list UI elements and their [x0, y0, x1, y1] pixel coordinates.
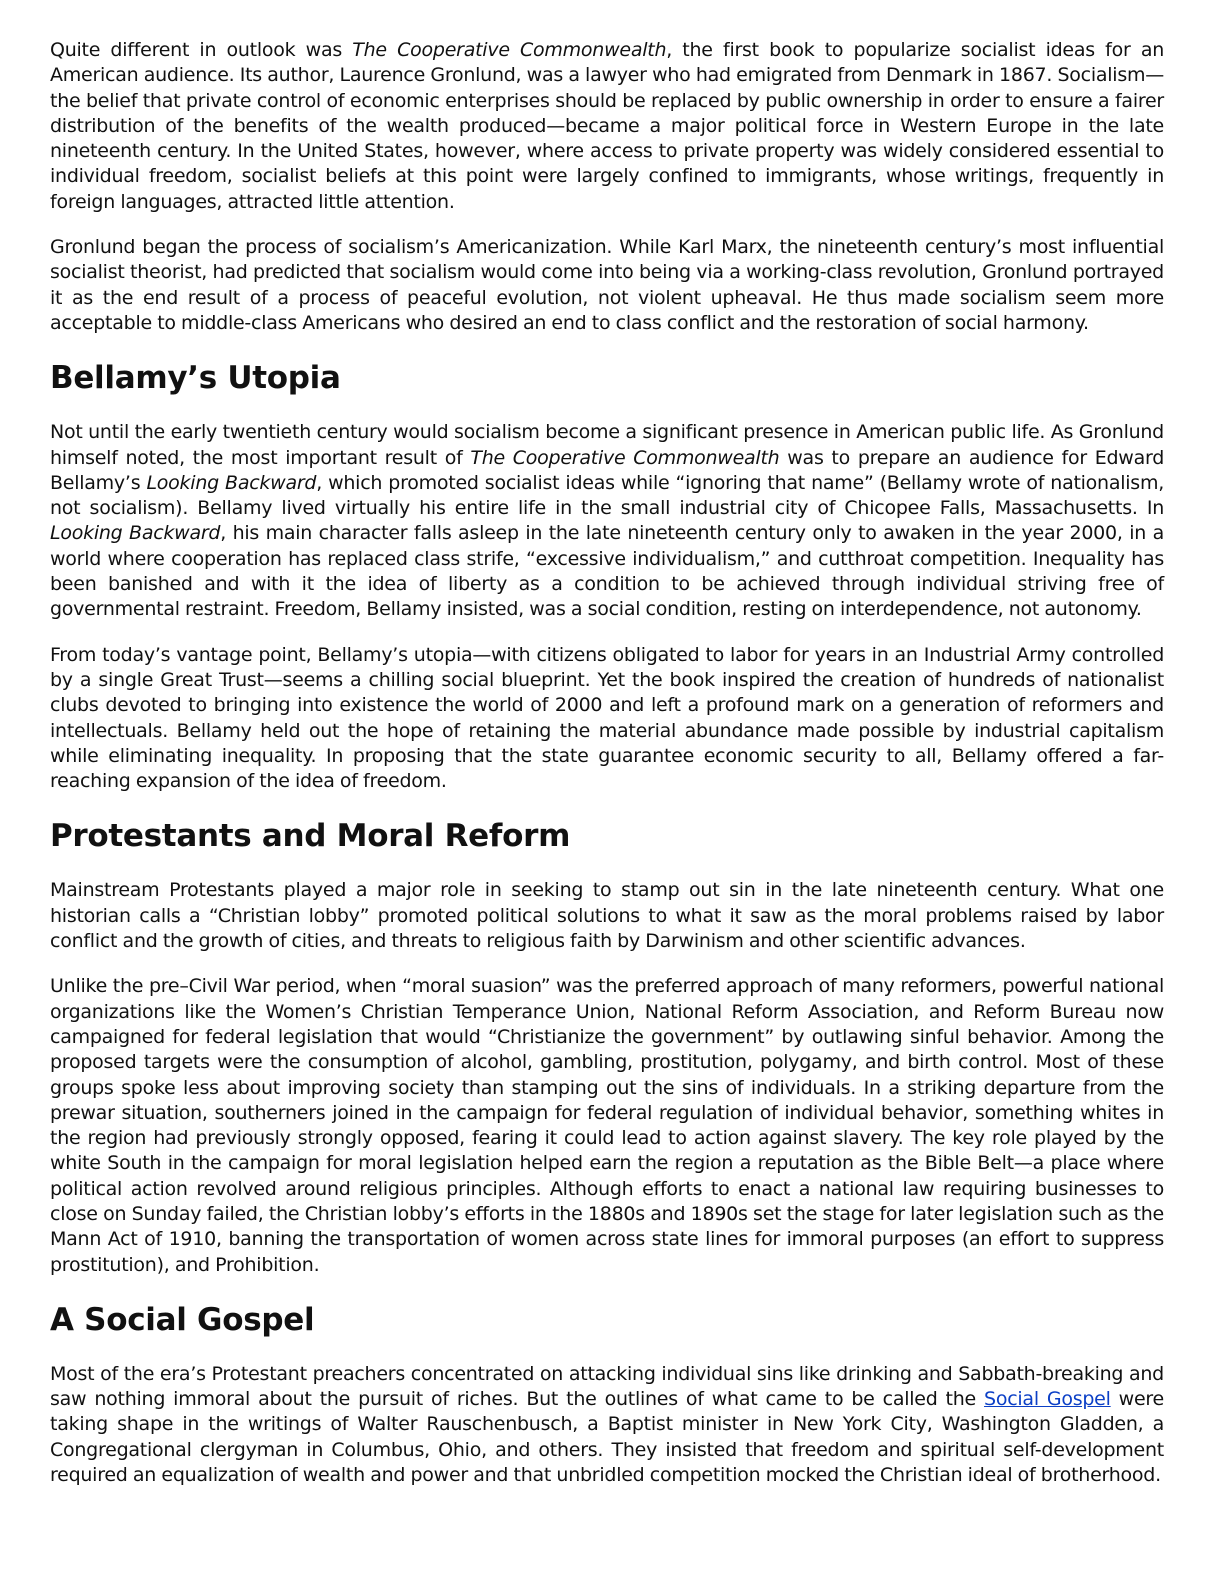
- paragraph-text: Quite different in outlook was: [50, 39, 353, 61]
- book-title: The Cooperative Commonwealth: [470, 446, 780, 469]
- paragraph-text: , the first book to popularize socialist ideas for an American audience. Its author, Laurence Gronlund, was a lawyer who had emigrated from Denmark in 1867. Socialism—the belief that private control of economic enterprises should be replaced by public ownership in order to ensure a fairer distribution of the benefits of the wealth produced—became a major political force in Western Europe in the late nineteenth century. In the United States, however, where access to private property was widely considered essential to individual freedom, socialist beliefs at this point were largely confined to immigrants, whose writings, frequently in foreign languages, attracted little attention.: [50, 39, 1165, 213]
- document-page: [50, 38, 1164, 1508]
- paragraph-text: Not until the early twentieth century would socialism become a significant presence in American public life. As Gronlund himself noted, the most important result of: [50, 421, 1164, 469]
- paragraph-text: was to prepare an audience for Edward Bellamy’s: [50, 446, 1165, 494]
- paragraph-text: were taking shape in the writings of Walter Rauschenbusch, a Baptist minister in New York City, Washington Gladden, a Congregational clergyman in Columbus, Ohio, and others. They insisted that freedom and spiritual self-development required an equalization of wealth and power and that unbridled competition mocked the Christian ideal of brotherhood.: [50, 1388, 1164, 1487]
- paragraph-americanization: Gronlund began the process of socialism’s Americanization. While Karl Marx, the nineteenth century’s most influential socialist theorist, had predicted that socialism would come into being via a working-class revolution, Gronlund portrayed it as the end result of a process of peaceful evolution, not violent upheaval. He thus made socialism seem more acceptable to middle-class Americans who desired an end to class conflict and the restoration of social harmony.: [50, 236, 1164, 334]
- heading-protestants-moral-reform: Protestants and Moral Reform: [50, 818, 571, 855]
- book-title: Looking Backward: [146, 471, 317, 494]
- paragraph-looking-backward: [50, 420, 1164, 622]
- paragraph-text: Most of the era’s Protestant preachers concentrated on attacking individual sins like drinking and Sabbath-breaking and saw nothing immoral about the pursuit of riches. But the outlines of what came to be called the: [50, 1362, 1164, 1411]
- book-title: Looking Backward: [50, 522, 221, 545]
- paragraph-text: , his main character falls asleep in the late nineteenth century only to awaken in the year 2000, in a world where cooperation has replaced class strife, “excessive individualism,” and cutthroat competition. Inequality has been banished and with it the idea of liberty as a condition to be achieved through individual striving free of governmental restraint. Freedom, Bellamy insisted, was a social condition, resting on interdependence, not autonomy.: [50, 522, 1164, 621]
- paragraph-text: , which promoted socialist ideas while “ignoring that name” (Bellamy wrote of nationalism, not socialism). Bellamy lived virtually his entire life in the small industrial city of Chicopee Falls, Massachusetts. In: [50, 471, 1165, 520]
- paragraph-vantage-point: From today’s vantage point, Bellamy’s utopia—with citizens obligated to labor for years in an Industrial Army controlled by a single Great Trust—seems a chilling social blueprint. Yet the book inspired the creation of hundreds of nationalist clubs devoted to bringing into existence the world of 2000 and left a profound mark on a generation of reformers and intellectuals. Bellamy held out the hope of retaining the material abundance made possible by industrial capitalism while eliminating inequality. In proposing that the state guarantee economic security to all, Bellamy offered a far-reaching expansion of the idea of freedom.: [50, 643, 1164, 793]
- book-title: The Cooperative Commonwealth: [352, 39, 667, 61]
- paragraph-christian-lobby: Mainstream Protestants played a major role in seeking to stamp out sin in the late nineteenth century. What one historian calls a “Christian lobby” promoted political solutions to what it saw as the moral problems raised by labor conflict and the growth of cities, and threats to religious faith by Darwinism and other scientific advances.: [50, 879, 1164, 953]
- paragraph-cooperative-commonwealth: [50, 38, 1164, 215]
- paragraph-social-gospel: [50, 1362, 1164, 1488]
- heading-social-gospel: A Social Gospel: [50, 1301, 315, 1338]
- paragraph-moral-suasion: Unlike the pre–Civil War period, when “moral suasion” was the preferred approach of many reformers, powerful national organizations like the Women’s Christian Temperance Union, National Reform Association, and Reform Bureau now campaigned for federal legislation that would “Christianize the government” by outlawing sinful behavior. Among the proposed targets were the consumption of alcohol, gambling, prostitution, polygamy, and birth control. Most of these groups spoke less about improving society than stamping out the sins of individuals. In a striking departure from the prewar situation, southerners joined in the campaign for federal regulation of individual behavior, something whites in the region had previously strongly opposed, fearing it could lead to action against slavery. The key role played by the white South in the campaign for moral legislation helped earn the region a reputation as the Bible Belt—a place where political action revolved around religious principles. Although efforts to enact a national law requiring businesses to close on Sunday failed, the Christian lobby’s efforts in the 1880s and 1890s set the stage for later legislation such as the Mann Act of 1910, banning the transportation of women across state lines for immoral purposes (an effort to suppress prostitution), and Prohibition.: [50, 975, 1164, 1276]
- heading-bellamys-utopia: Bellamy’s Utopia: [50, 360, 341, 397]
- social-gospel-link[interactable]: Social Gospel: [984, 1388, 1111, 1411]
